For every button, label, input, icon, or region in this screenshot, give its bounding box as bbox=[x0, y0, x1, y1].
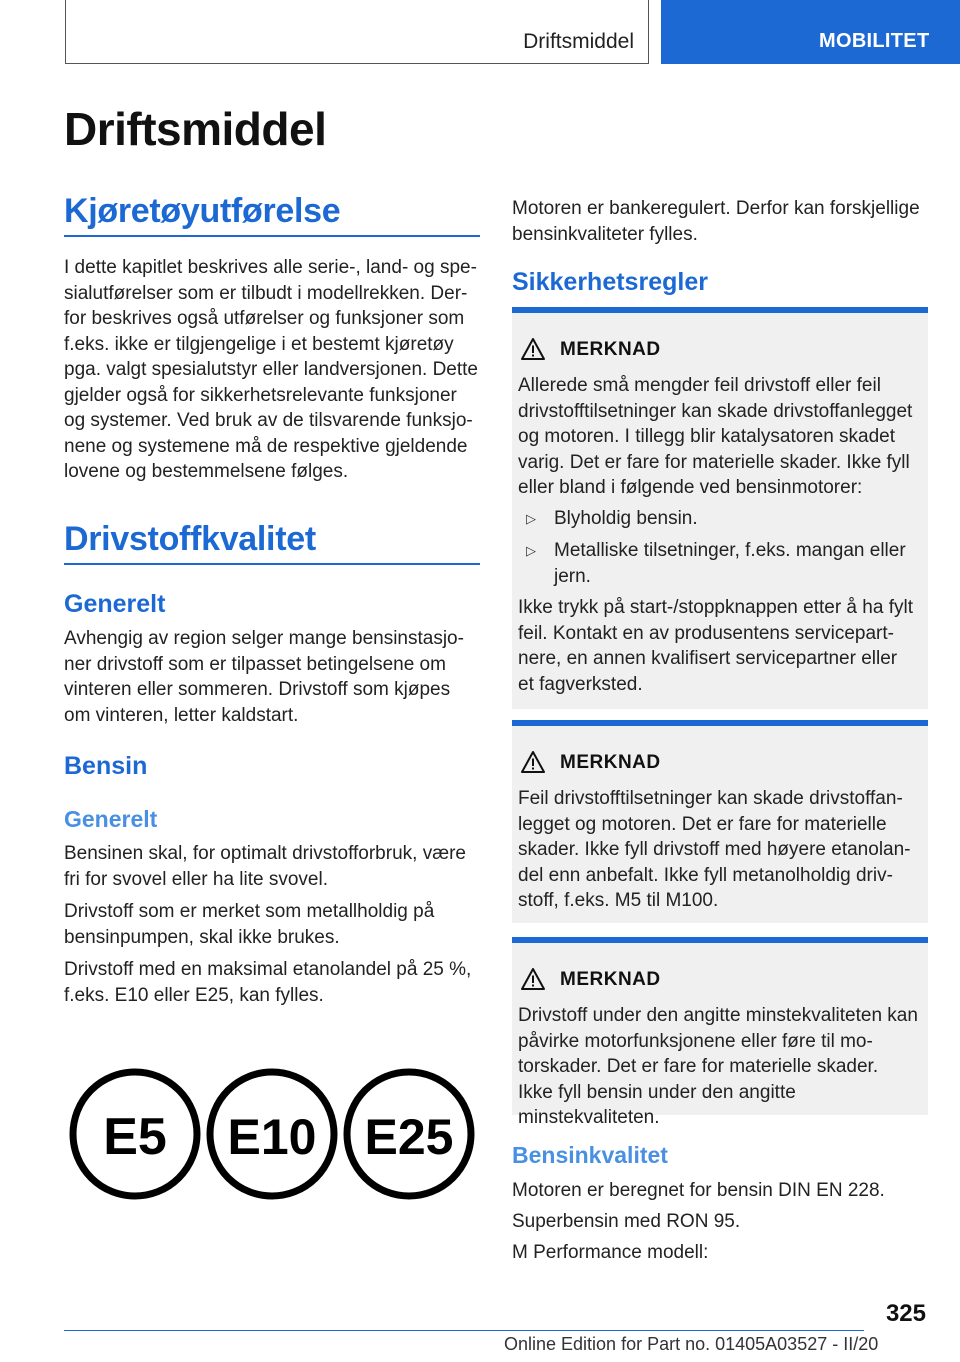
paragraph-generelt: Avhengig av region selger mange bensinstasjoner drivstoff som er tilpasset betingelsene om vinteren eller sommeren. Drivstoff som kjøpes om vinteren, letter kaldstart. bbox=[64, 628, 464, 726]
paragraph-bensin-3: Drivstoff med en maksimal etanolandel på 25 %, f.eks. E10 eller E25, kan fylles. bbox=[64, 959, 472, 1006]
bullet-triangle-icon: ▷ bbox=[526, 511, 536, 526]
heading-bensinkvalitet: Bensinkvalitet bbox=[512, 1142, 668, 1168]
warning-icon bbox=[520, 337, 546, 361]
header-section-box bbox=[65, 0, 649, 64]
heading-rule bbox=[64, 235, 480, 237]
notice-body: Drivstoff under den angitte minstekvaliteten kan påvirke motorfunksjonene eller føre til motorskader. Det er fare for materielle skader. Ikke fyll bensin under den angitte minstekvaliteten. bbox=[518, 1005, 918, 1128]
paragraph-bensinkvalitet-1: Motoren er beregnet for bensin DIN EN 228. bbox=[512, 1180, 885, 1201]
list-item: ▷ Metalliske tilsetninger, f.eks. mangan eller jern. bbox=[526, 540, 906, 587]
paragraph-bensin-1: Bensinen skal, for optimalt drivstofforbruk, være fri for svovel eller ha lite svovel. bbox=[64, 843, 466, 890]
paragraph-kjoretoyutforelse: I dette kapitlet beskrives alle serie-, land- og spesialutførelser som er tilbudt i modellrekken. Derfor beskrives også utførelser og funksjoner som f.eks. ikke er tilgjengelige i et bestemt kjøretøy pga. valgt spesialutstyr eller landversjonen. Dette gjelder også for sikkerhetsrelevante funksjoner og systemer. Ved bruk av de tilsvarende funksjonene og systemene må de respektive gjeldende lovene og bestemmelsene følges. bbox=[64, 257, 479, 482]
label-e25-badge bbox=[347, 1072, 471, 1196]
heading-drivstoffkvalitet: Drivstoffkvalitet bbox=[64, 520, 316, 558]
label-e5-badge bbox=[73, 1072, 197, 1196]
heading-kjoretoyutforelse: Kjøretøyutførelse bbox=[64, 192, 341, 230]
list-item: ▷ Blyholdig bensin. bbox=[526, 506, 906, 532]
label-e10-badge bbox=[210, 1072, 334, 1196]
label-e10-text: E10 bbox=[227, 1109, 317, 1165]
heading-generelt: Generelt bbox=[64, 590, 166, 618]
ethanol-labels-figure bbox=[64, 1062, 480, 1207]
bullet-triangle-icon: ▷ bbox=[526, 543, 536, 558]
heading-bensin: Bensin bbox=[64, 752, 148, 780]
label-e5-text: E5 bbox=[103, 1108, 167, 1166]
footer-edition: Online Edition for Part no. 01405A03527 - II/20 bbox=[504, 1334, 879, 1354]
paragraph-bensinkvalitet-3: M Performance modell: bbox=[512, 1242, 709, 1263]
notice-title: MERKNAD bbox=[560, 339, 661, 360]
warning-icon bbox=[520, 750, 546, 774]
header-chapter-label: MOBILITET bbox=[819, 30, 930, 52]
paragraph-motor: Motoren er bankeregulert. Derfor kan forskjellige bensinkvaliteter fylles. bbox=[512, 198, 920, 245]
notice-body: Feil drivstofftilsetninger kan skade drivstoffanlegget og motoren. Det er fare for materielle skader. Ikke fyll drivstoff med høyere etanolandel enn anbefalt. Ikke fyll metanolholdig drivstoff, f.eks. M5 til M100. bbox=[518, 788, 911, 911]
label-e25-text: E25 bbox=[364, 1109, 454, 1165]
notice-title: MERKNAD bbox=[560, 969, 661, 990]
notice-body-after: Ikke trykk på start-/stoppknappen etter å ha fylt feil. Kontakt en av produsentens servicepartnere, en annen kvalifisert servicepartner eller et fagverksted. bbox=[518, 597, 913, 695]
footer-rule bbox=[64, 1330, 864, 1331]
heading-sikkerhetsregler: Sikkerhetsregler bbox=[512, 268, 708, 296]
page-title: Driftsmiddel bbox=[64, 103, 327, 155]
notice-title: MERKNAD bbox=[560, 752, 661, 773]
paragraph-bensin-2: Drivstoff som er merket som metallholdig på bensinpumpen, skal ikke brukes. bbox=[64, 901, 435, 948]
warning-icon bbox=[520, 967, 546, 991]
header-chapter-tab[interactable] bbox=[661, 0, 960, 64]
notice-box-1 bbox=[512, 307, 928, 709]
notice-body: Allerede små mengder feil drivstoff eller feil drivstofftilsetninger kan skade drivstoffanlegget og motoren. I tillegg blir katalysatoren skadet varig. Det er fare for materielle skader. Ikke fyll eller bland i følgende ved bensinmotorer: bbox=[518, 375, 913, 498]
heading-bensin-generelt: Generelt bbox=[64, 806, 158, 832]
notice-box-2 bbox=[512, 720, 928, 923]
header-section-title: Driftsmiddel bbox=[523, 30, 634, 53]
notice-box-3 bbox=[512, 937, 928, 1128]
paragraph-bensinkvalitet-2: Superbensin med RON 95. bbox=[512, 1211, 741, 1232]
heading-rule bbox=[64, 563, 480, 565]
page-number: 325 bbox=[885, 1300, 926, 1327]
